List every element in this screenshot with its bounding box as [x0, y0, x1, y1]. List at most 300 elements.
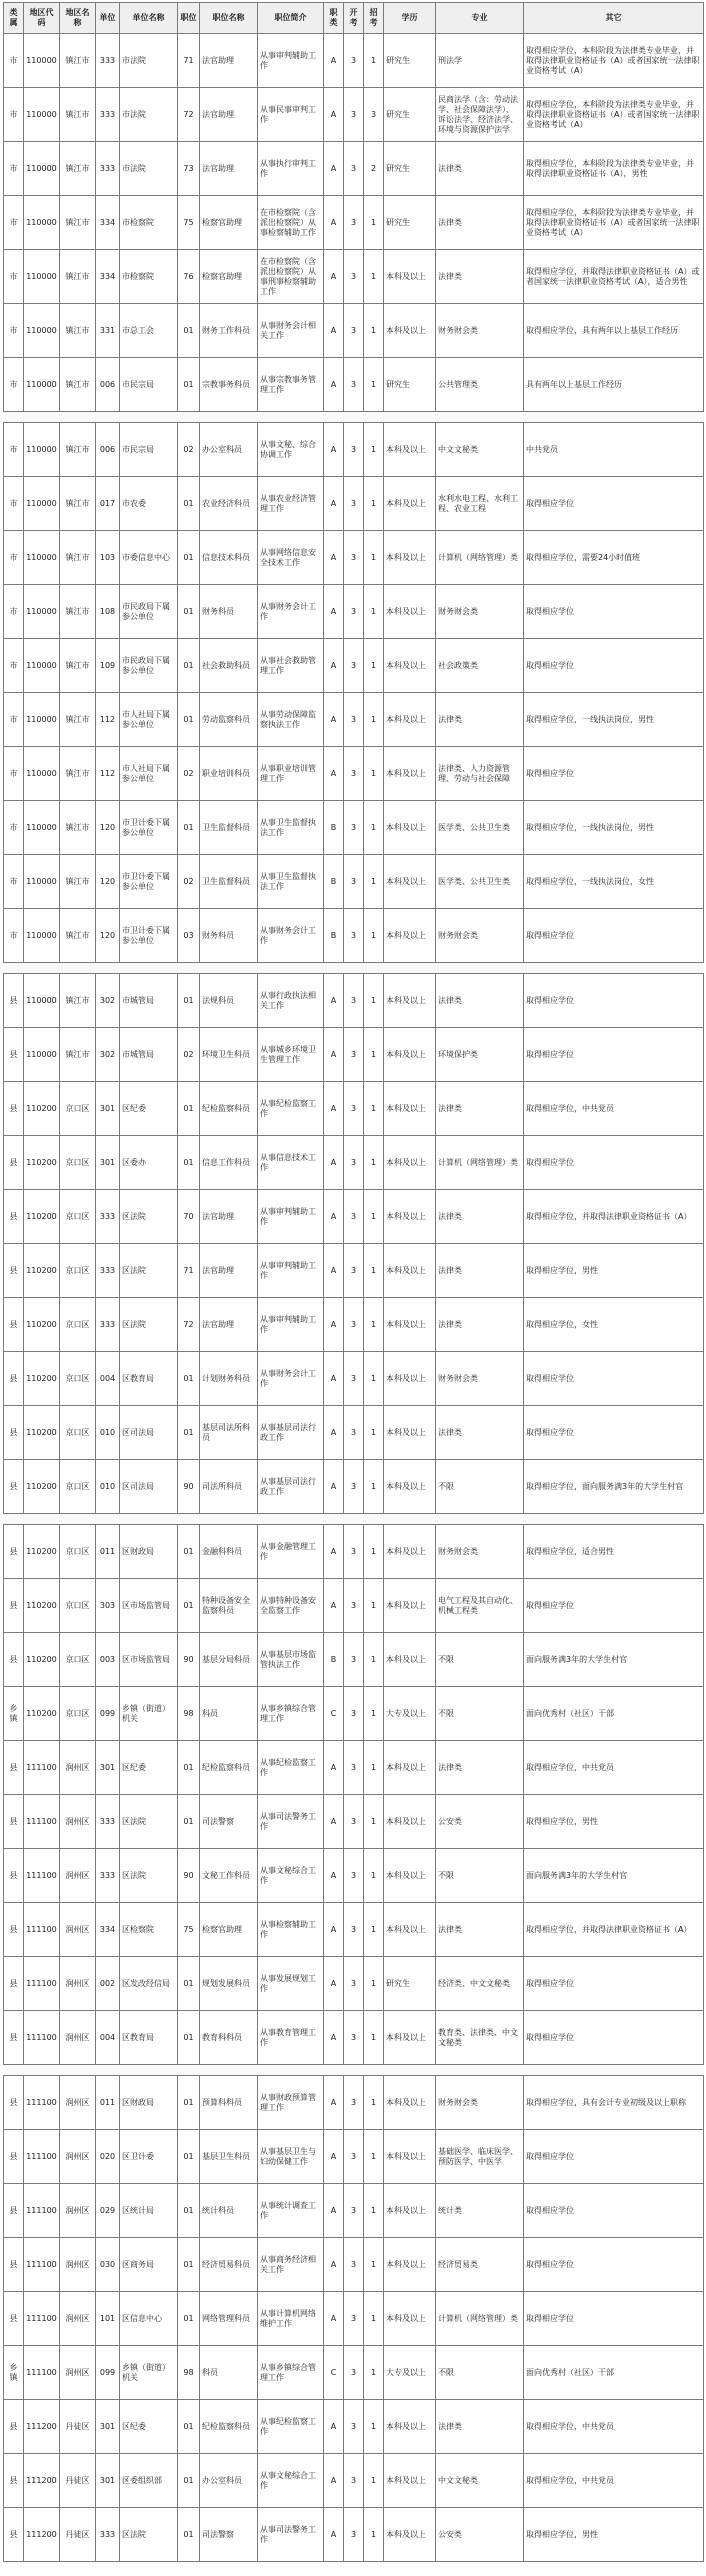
- table-cell: 1: [364, 1406, 384, 1460]
- column-header: 地区名称: [60, 3, 96, 34]
- table-cell: 财务财会类: [436, 1352, 524, 1406]
- table-cell: 科员: [200, 2346, 258, 2400]
- table-cell: 1: [364, 423, 384, 477]
- table-cell: 72: [178, 1298, 200, 1352]
- table-cell: 不限: [436, 1849, 524, 1903]
- table-cell: 从事乡镇综合管理工作: [258, 1687, 324, 1741]
- table-cell: 公安类: [436, 2508, 524, 2562]
- table-cell: 区法院: [120, 2508, 178, 2562]
- table-cell: 市城管局: [120, 1028, 178, 1082]
- table-cell: 信息工作科员: [200, 1136, 258, 1190]
- table-cell: 110200: [24, 1406, 60, 1460]
- table-cell: 01: [178, 2184, 200, 2238]
- table-cell: 301: [96, 1741, 120, 1795]
- table-cell: 1: [364, 801, 384, 855]
- table-cell: 县: [4, 2011, 24, 2065]
- table-cell: 本科及以上: [384, 2011, 436, 2065]
- table-cell: 01: [178, 2011, 200, 2065]
- table-cell: 011: [96, 2076, 120, 2130]
- table-cell: 丹徒区: [60, 2400, 96, 2454]
- table-cell: 市: [4, 585, 24, 639]
- table-cell: 基层卫生科员: [200, 2130, 258, 2184]
- table-cell: A: [324, 477, 344, 531]
- table-cell: 110000: [24, 531, 60, 585]
- table-cell: 基础医学、临床医学、预防医学、中医学: [436, 2130, 524, 2184]
- table-cell: 111100: [24, 2238, 60, 2292]
- table-cell: A: [324, 1741, 344, 1795]
- group-separator: [4, 1514, 704, 1525]
- table-cell: 333: [96, 1849, 120, 1903]
- job-table: [3, 2, 704, 2562]
- table-cell: 取得相应学位: [524, 1579, 704, 1633]
- table-cell: 镇江市: [60, 747, 96, 801]
- column-header: 类属: [4, 3, 24, 34]
- table-cell: 1: [364, 693, 384, 747]
- table-cell: 水利水电工程、水利工程、农业工程: [436, 477, 524, 531]
- table-cell: 110200: [24, 1352, 60, 1406]
- table-cell: 取得相应学位，本科阶段为法律类专业毕业，并取得法律职业资格证书（A）或者国家统一法律职业资格考试（A）: [524, 34, 704, 88]
- table-cell: 从事乡镇综合管理工作: [258, 2346, 324, 2400]
- table-cell: 取得相应学位，面向服务满3年的大学生村官: [524, 1460, 704, 1514]
- table-cell: 县: [4, 2076, 24, 2130]
- table-cell: 卫生监督科员: [200, 855, 258, 909]
- table-cell: 01: [178, 2076, 200, 2130]
- table-cell: 1: [364, 747, 384, 801]
- table-cell: 基层司法所科员: [200, 1406, 258, 1460]
- table-row: [4, 1352, 704, 1406]
- table-cell: 润州区: [60, 2011, 96, 2065]
- table-cell: 县: [4, 1633, 24, 1687]
- table-cell: 006: [96, 358, 120, 412]
- column-header: 学历: [384, 3, 436, 34]
- table-cell: 中共党员: [524, 423, 704, 477]
- table-cell: 1: [364, 1633, 384, 1687]
- table-cell: 3: [344, 1525, 364, 1579]
- table-cell: 1: [364, 2292, 384, 2346]
- table-cell: 本科及以上: [384, 1741, 436, 1795]
- table-cell: 取得相应学位: [524, 2011, 704, 2065]
- table-cell: 1: [364, 2238, 384, 2292]
- table-cell: 取得相应学位: [524, 2292, 704, 2346]
- table-cell: 1: [364, 855, 384, 909]
- table-cell: 111100: [24, 2076, 60, 2130]
- table-cell: 财务科员: [200, 909, 258, 963]
- table-cell: 3: [344, 1460, 364, 1514]
- table-cell: A: [324, 304, 344, 358]
- table-cell: 法官助理: [200, 1190, 258, 1244]
- table-cell: 111100: [24, 2011, 60, 2065]
- table-cell: 3: [344, 142, 364, 196]
- table-cell: 110200: [24, 1525, 60, 1579]
- table-cell: 区教育局: [120, 1352, 178, 1406]
- table-cell: 110000: [24, 250, 60, 304]
- table-cell: 纪检监察科员: [200, 1741, 258, 1795]
- table-cell: 120: [96, 909, 120, 963]
- table-cell: 从事农业经济管理工作: [258, 477, 324, 531]
- table-cell: 从事卫生监督执法工作: [258, 801, 324, 855]
- table-cell: 本科及以上: [384, 477, 436, 531]
- table-cell: 099: [96, 2346, 120, 2400]
- table-cell: 区法院: [120, 1849, 178, 1903]
- table-cell: 1: [364, 1525, 384, 1579]
- table-cell: 302: [96, 974, 120, 1028]
- table-cell: 本科及以上: [384, 1406, 436, 1460]
- table-cell: 1: [364, 1579, 384, 1633]
- table-cell: 110000: [24, 801, 60, 855]
- table-cell: 3: [344, 909, 364, 963]
- table-cell: 334: [96, 196, 120, 250]
- table-cell: 司法警察: [200, 2508, 258, 2562]
- table-cell: 信息技术科员: [200, 531, 258, 585]
- table-cell: 01: [178, 358, 200, 412]
- table-cell: 本科及以上: [384, 1795, 436, 1849]
- table-cell: 法律类: [436, 974, 524, 1028]
- table-cell: 法律类: [436, 1406, 524, 1460]
- table-row: [4, 639, 704, 693]
- table-cell: 乡镇（街道）机关: [120, 2346, 178, 2400]
- table-cell: 财务财会类: [436, 2076, 524, 2130]
- table-cell: 区纪委: [120, 1082, 178, 1136]
- table-cell: 金融科科员: [200, 1525, 258, 1579]
- table-cell: 不限: [436, 2346, 524, 2400]
- table-cell: 3: [344, 693, 364, 747]
- table-cell: 从事金融管理工作: [258, 1525, 324, 1579]
- table-cell: 法律类: [436, 1190, 524, 1244]
- table-cell: 1: [364, 1244, 384, 1298]
- table-cell: 市: [4, 531, 24, 585]
- table-cell: 市: [4, 196, 24, 250]
- table-row: [4, 2346, 704, 2400]
- table-cell: 县: [4, 1244, 24, 1298]
- table-cell: 110200: [24, 1244, 60, 1298]
- table-cell: 市法院: [120, 88, 178, 142]
- table-cell: 乡镇: [4, 1687, 24, 1741]
- table-cell: 市法院: [120, 142, 178, 196]
- table-row: [4, 2292, 704, 2346]
- table-cell: 01: [178, 1795, 200, 1849]
- table-cell: 3: [364, 88, 384, 142]
- table-cell: 润州区: [60, 2238, 96, 2292]
- table-cell: 1: [364, 2076, 384, 2130]
- table-row: [4, 1244, 704, 1298]
- table-cell: 区司法局: [120, 1460, 178, 1514]
- table-cell: 京口区: [60, 1244, 96, 1298]
- table-cell: 研究生: [384, 196, 436, 250]
- table-cell: 111100: [24, 1903, 60, 1957]
- table-row: [4, 909, 704, 963]
- table-cell: 3: [344, 2130, 364, 2184]
- table-cell: 3: [344, 2184, 364, 2238]
- table-cell: 111100: [24, 2346, 60, 2400]
- table-row: [4, 693, 704, 747]
- table-cell: 302: [96, 1028, 120, 1082]
- table-cell: A: [324, 142, 344, 196]
- table-cell: 本科及以上: [384, 747, 436, 801]
- table-cell: 本科及以上: [384, 1903, 436, 1957]
- table-cell: 公安类: [436, 1795, 524, 1849]
- table-cell: A: [324, 2130, 344, 2184]
- table-cell: A: [324, 639, 344, 693]
- table-cell: 从事劳动保障监察执法工作: [258, 693, 324, 747]
- table-cell: 110000: [24, 196, 60, 250]
- table-cell: 3: [344, 639, 364, 693]
- table-cell: 002: [96, 1957, 120, 2011]
- table-cell: 公共管理类: [436, 358, 524, 412]
- table-cell: 县: [4, 1525, 24, 1579]
- table-cell: 从事文秘综合工作: [258, 2454, 324, 2508]
- table-cell: 334: [96, 250, 120, 304]
- table-cell: 镇江市: [60, 639, 96, 693]
- column-header: 其它: [524, 3, 704, 34]
- table-cell: 1: [364, 1082, 384, 1136]
- table-cell: 1: [364, 1298, 384, 1352]
- table-row: [4, 747, 704, 801]
- table-cell: 检察官助理: [200, 1903, 258, 1957]
- table-row: [4, 1849, 704, 1903]
- table-cell: 本科及以上: [384, 2076, 436, 2130]
- table-cell: 从事基层卫生与妇幼保健工作: [258, 2130, 324, 2184]
- table-cell: 1: [364, 1136, 384, 1190]
- table-cell: 取得相应学位，并取得法律职业资格证书（A）: [524, 1190, 704, 1244]
- table-cell: 区法院: [120, 1190, 178, 1244]
- table-cell: 市检察院: [120, 250, 178, 304]
- table-cell: 法官助理: [200, 88, 258, 142]
- table-row: [4, 1903, 704, 1957]
- table-row: [4, 1298, 704, 1352]
- table-cell: 研究生: [384, 88, 436, 142]
- table-cell: 区法院: [120, 1244, 178, 1298]
- table-cell: 110000: [24, 747, 60, 801]
- table-cell: 社会政策类: [436, 639, 524, 693]
- table-cell: 333: [96, 142, 120, 196]
- table-cell: 取得相应学位: [524, 639, 704, 693]
- table-cell: A: [324, 2454, 344, 2508]
- table-cell: 市卫计委下属参公单位: [120, 801, 178, 855]
- table-cell: 110000: [24, 1028, 60, 1082]
- table-cell: 镇江市: [60, 693, 96, 747]
- table-cell: A: [324, 747, 344, 801]
- table-cell: 1: [364, 2508, 384, 2562]
- table-cell: 3: [344, 2076, 364, 2130]
- table-cell: 纪检监察科员: [200, 1082, 258, 1136]
- table-cell: 区司法局: [120, 1406, 178, 1460]
- table-cell: 301: [96, 2454, 120, 2508]
- table-cell: 71: [178, 34, 200, 88]
- table-cell: A: [324, 196, 344, 250]
- table-cell: 120: [96, 801, 120, 855]
- table-row: [4, 2076, 704, 2130]
- table-cell: 111100: [24, 1741, 60, 1795]
- table-cell: 120: [96, 855, 120, 909]
- table-cell: 经济贸易类: [436, 2238, 524, 2292]
- table-cell: 3: [344, 1298, 364, 1352]
- table-cell: 本科及以上: [384, 1298, 436, 1352]
- table-cell: C: [324, 1687, 344, 1741]
- table-cell: 110000: [24, 477, 60, 531]
- table-cell: 1: [364, 2400, 384, 2454]
- table-cell: A: [324, 2184, 344, 2238]
- table-cell: 3: [344, 1244, 364, 1298]
- table-cell: 从事基层司法行政工作: [258, 1406, 324, 1460]
- table-cell: 研究生: [384, 142, 436, 196]
- table-cell: 72: [178, 88, 200, 142]
- table-cell: 从事职业培训管理工作: [258, 747, 324, 801]
- table-cell: 01: [178, 1741, 200, 1795]
- table-cell: 从事财政预算管理工作: [258, 2076, 324, 2130]
- table-cell: 计划财务科员: [200, 1352, 258, 1406]
- table-cell: 法律类: [436, 196, 524, 250]
- table-cell: 润州区: [60, 2292, 96, 2346]
- table-cell: 在市检察院（含派出检察院）从事刑事检察辅助工作: [258, 250, 324, 304]
- table-cell: 润州区: [60, 2184, 96, 2238]
- table-cell: 统计科员: [200, 2184, 258, 2238]
- table-cell: 73: [178, 142, 200, 196]
- table-cell: 市法院: [120, 34, 178, 88]
- table-cell: 111200: [24, 2508, 60, 2562]
- table-cell: 1: [364, 639, 384, 693]
- table-cell: 宗教事务科员: [200, 358, 258, 412]
- table-cell: 市委信息中心: [120, 531, 178, 585]
- table-cell: 市人社局下属参公单位: [120, 693, 178, 747]
- table-cell: 01: [178, 1579, 200, 1633]
- table-cell: 02: [178, 423, 200, 477]
- table-cell: A: [324, 531, 344, 585]
- table-cell: 规划发展科员: [200, 1957, 258, 2011]
- table-cell: 1: [364, 974, 384, 1028]
- table-cell: 司法所科员: [200, 1460, 258, 1514]
- table-cell: 从事文秘综合工作: [258, 1849, 324, 1903]
- table-cell: 本科及以上: [384, 2400, 436, 2454]
- table-cell: 1: [364, 250, 384, 304]
- table-cell: 取得相应学位: [524, 585, 704, 639]
- table-cell: 103: [96, 531, 120, 585]
- group-separator: [4, 2065, 704, 2076]
- table-cell: 取得相应学位: [524, 477, 704, 531]
- table-cell: 004: [96, 2011, 120, 2065]
- table-cell: 01: [178, 304, 200, 358]
- column-header: 职类: [324, 3, 344, 34]
- table-cell: 镇江市: [60, 196, 96, 250]
- table-cell: 区财政局: [120, 1525, 178, 1579]
- table-cell: 从事宗教事务管理工作: [258, 358, 324, 412]
- table-cell: 区检察院: [120, 1903, 178, 1957]
- table-cell: 面向服务满3年的大学生村官: [524, 1633, 704, 1687]
- table-row: [4, 304, 704, 358]
- table-cell: 110000: [24, 358, 60, 412]
- table-cell: 取得相应学位: [524, 1406, 704, 1460]
- group-separator: [4, 412, 704, 423]
- table-cell: 3: [344, 2400, 364, 2454]
- table-cell: 法律类: [436, 1244, 524, 1298]
- table-cell: 3: [344, 1687, 364, 1741]
- table-cell: 101: [96, 2292, 120, 2346]
- table-cell: 334: [96, 1903, 120, 1957]
- table-cell: 区委组织部: [120, 2454, 178, 2508]
- table-cell: 京口区: [60, 1190, 96, 1244]
- table-cell: 从事司法警务工作: [258, 2508, 324, 2562]
- table-cell: 90: [178, 1633, 200, 1687]
- table-cell: 在市检察院（含派出检察院）从事检察辅助工作: [258, 196, 324, 250]
- table-cell: 取得相应学位，中共党员: [524, 1082, 704, 1136]
- table-cell: 法律类: [436, 2400, 524, 2454]
- table-row: [4, 196, 704, 250]
- table-cell: 民商法学（含：劳动法学、社会保障法学）、诉讼法学、经济法学、环境与资源保护法学: [436, 88, 524, 142]
- table-cell: A: [324, 585, 344, 639]
- table-row: [4, 477, 704, 531]
- table-cell: A: [324, 1352, 344, 1406]
- table-cell: 镇江市: [60, 88, 96, 142]
- table-cell: 县: [4, 2454, 24, 2508]
- table-cell: A: [324, 974, 344, 1028]
- table-cell: 本科及以上: [384, 1579, 436, 1633]
- table-cell: 本科及以上: [384, 1525, 436, 1579]
- table-row: [4, 358, 704, 412]
- table-cell: 市: [4, 855, 24, 909]
- table-cell: 本科及以上: [384, 531, 436, 585]
- table-cell: 市: [4, 693, 24, 747]
- table-cell: 本科及以上: [384, 909, 436, 963]
- table-cell: 计算机（网络管理）类: [436, 1136, 524, 1190]
- table-cell: 从事财务会计工作: [258, 909, 324, 963]
- table-row: [4, 250, 704, 304]
- table-cell: 1: [364, 2184, 384, 2238]
- table-cell: 县: [4, 1579, 24, 1633]
- table-cell: 1: [364, 1028, 384, 1082]
- table-cell: 1: [364, 585, 384, 639]
- table-cell: 111200: [24, 2400, 60, 2454]
- column-header: 单位名称: [120, 3, 178, 34]
- table-row: [4, 34, 704, 88]
- table-cell: 区市场监管局: [120, 1633, 178, 1687]
- table-cell: 从事审判辅助工作: [258, 1298, 324, 1352]
- table-cell: 111100: [24, 2292, 60, 2346]
- table-cell: 取得相应学位: [524, 1136, 704, 1190]
- table-cell: 润州区: [60, 1957, 96, 2011]
- table-cell: 刑法学: [436, 34, 524, 88]
- table-cell: 01: [178, 2508, 200, 2562]
- table-cell: 县: [4, 1741, 24, 1795]
- table-cell: 市民宗局: [120, 358, 178, 412]
- table-cell: 计算机（网络管理）类: [436, 531, 524, 585]
- table-cell: 1: [364, 909, 384, 963]
- table-cell: 法律类: [436, 250, 524, 304]
- table-cell: 333: [96, 1244, 120, 1298]
- table-cell: 从事财务会计相关工作: [258, 304, 324, 358]
- table-cell: 3: [344, 1082, 364, 1136]
- table-cell: 本科及以上: [384, 1244, 436, 1298]
- table-cell: 110000: [24, 88, 60, 142]
- table-row: [4, 1406, 704, 1460]
- table-cell: 01: [178, 2400, 200, 2454]
- table-cell: 3: [344, 2238, 364, 2292]
- table-cell: 镇江市: [60, 855, 96, 909]
- table-cell: 大专及以上: [384, 1687, 436, 1741]
- table-cell: 纪检监察科员: [200, 2400, 258, 2454]
- table-cell: 从事审判辅助工作: [258, 1190, 324, 1244]
- table-row: [4, 801, 704, 855]
- table-cell: 本科及以上: [384, 974, 436, 1028]
- table-cell: 网络管理科员: [200, 2292, 258, 2346]
- table-cell: 取得相应学位，具有两年以上基层工作经历: [524, 304, 704, 358]
- table-cell: 镇江市: [60, 304, 96, 358]
- table-cell: 京口区: [60, 1687, 96, 1741]
- table-cell: 从事财务会计工作: [258, 1352, 324, 1406]
- table-cell: 取得相应学位: [524, 2238, 704, 2292]
- table-cell: 法律类: [436, 1903, 524, 1957]
- table-cell: 镇江市: [60, 423, 96, 477]
- table-cell: 财务财会类: [436, 304, 524, 358]
- table-cell: 110200: [24, 1687, 60, 1741]
